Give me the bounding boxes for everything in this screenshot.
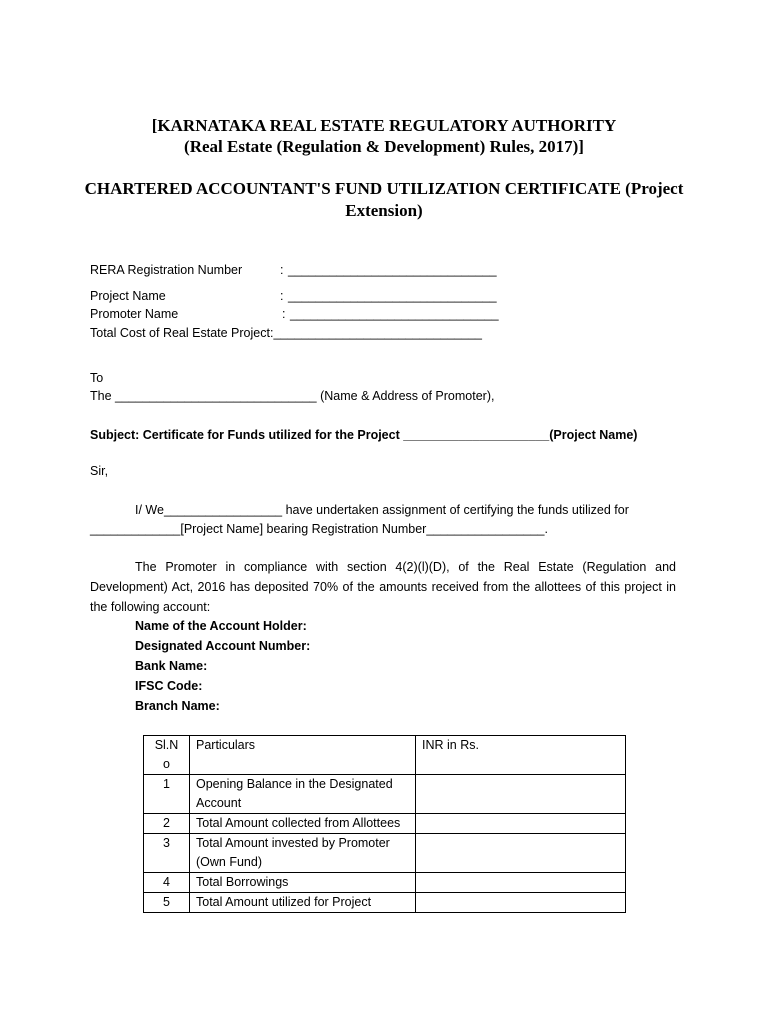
field-blank-total-cost: ______________________________	[273, 326, 482, 340]
field-label-project: Project Name	[90, 289, 166, 303]
table-header-row	[144, 736, 626, 775]
row-slno: 3	[144, 834, 190, 873]
row-slno: 4	[144, 873, 190, 893]
field-sep-rera: :	[280, 263, 284, 277]
header-inr: INR in Rs.	[416, 736, 626, 775]
field-sep-total-cost: :	[269, 326, 274, 340]
rules-heading: (Real Estate (Regulation & Development) Rules, 2017)]	[184, 137, 584, 156]
authority-heading: [KARNATAKA REAL ESTATE REGULATORY AUTHORITY	[151, 116, 617, 135]
row-slno: 2	[144, 814, 190, 834]
header-slno: Sl.N o	[144, 736, 190, 775]
row-slno: 1	[144, 775, 190, 814]
para1-line1: I/ We_________________ have undertaken assignment of certifying the funds utilized for	[135, 503, 629, 517]
salutation: Sir,	[90, 464, 109, 478]
account-holder-label: Name of the Account Holder:	[135, 619, 307, 633]
table-row	[144, 775, 626, 814]
row-inr	[416, 834, 626, 873]
row-particulars: Total Amount invested by Promoter (Own Fund)	[190, 834, 416, 873]
row-inr	[416, 893, 626, 913]
row-particulars: Total Amount utilized for Project	[190, 893, 416, 913]
bank-name-label: Bank Name:	[135, 659, 208, 673]
row-particulars: Opening Balance in the Designated Account	[190, 775, 416, 814]
account-number-label: Designated Account Number:	[135, 639, 311, 653]
table-row	[144, 834, 626, 873]
certificate-title-line2: Extension)	[345, 201, 423, 220]
para1-line2: _____________[Project Name] bearing Registration Number_________________.	[90, 522, 548, 536]
field-label-total-cost: Total Cost of Real Estate Project	[90, 326, 270, 340]
field-blank-rera: ______________________________	[288, 263, 497, 277]
ifsc-code-label: IFSC Code:	[135, 679, 203, 693]
row-inr	[416, 873, 626, 893]
row-inr	[416, 775, 626, 814]
field-label-promoter: Promoter Name	[90, 307, 179, 321]
to-label: To	[90, 371, 104, 385]
table-row	[144, 893, 626, 913]
branch-name-label: Branch Name:	[135, 699, 220, 713]
fund-table	[143, 735, 626, 913]
row-particulars: Total Amount collected from Allottees	[190, 814, 416, 834]
table-row	[144, 814, 626, 834]
row-particulars: Total Borrowings	[190, 873, 416, 893]
promoter-address-line: The _____________________________ (Name & Address of Promoter),	[90, 389, 495, 403]
field-sep-project: :	[280, 289, 284, 303]
row-slno: 5	[144, 893, 190, 913]
row-inr	[416, 814, 626, 834]
compliance-paragraph: The Promoter in compliance with section 4(2)(l)(D), of the Real Estate (Regulation and Development) Act, 2016 has deposited 70% of the amounts received from the allottees of this project in the following account:	[90, 560, 676, 614]
subject-line: Subject: Certificate for Funds utilized for the Project _____________________(Project Name)	[90, 428, 638, 442]
field-row-total-cost	[90, 324, 482, 342]
field-blank-promoter: ______________________________	[290, 307, 499, 321]
field-sep-promoter: :	[282, 307, 286, 321]
certificate-title-line1: CHARTERED ACCOUNTANT'S FUND UTILIZATION CERTIFICATE (Project	[84, 179, 684, 198]
header-particulars: Particulars	[190, 736, 416, 775]
field-label-rera: RERA Registration Number	[90, 263, 243, 277]
table-row	[144, 873, 626, 893]
field-blank-project: ______________________________	[288, 289, 497, 303]
